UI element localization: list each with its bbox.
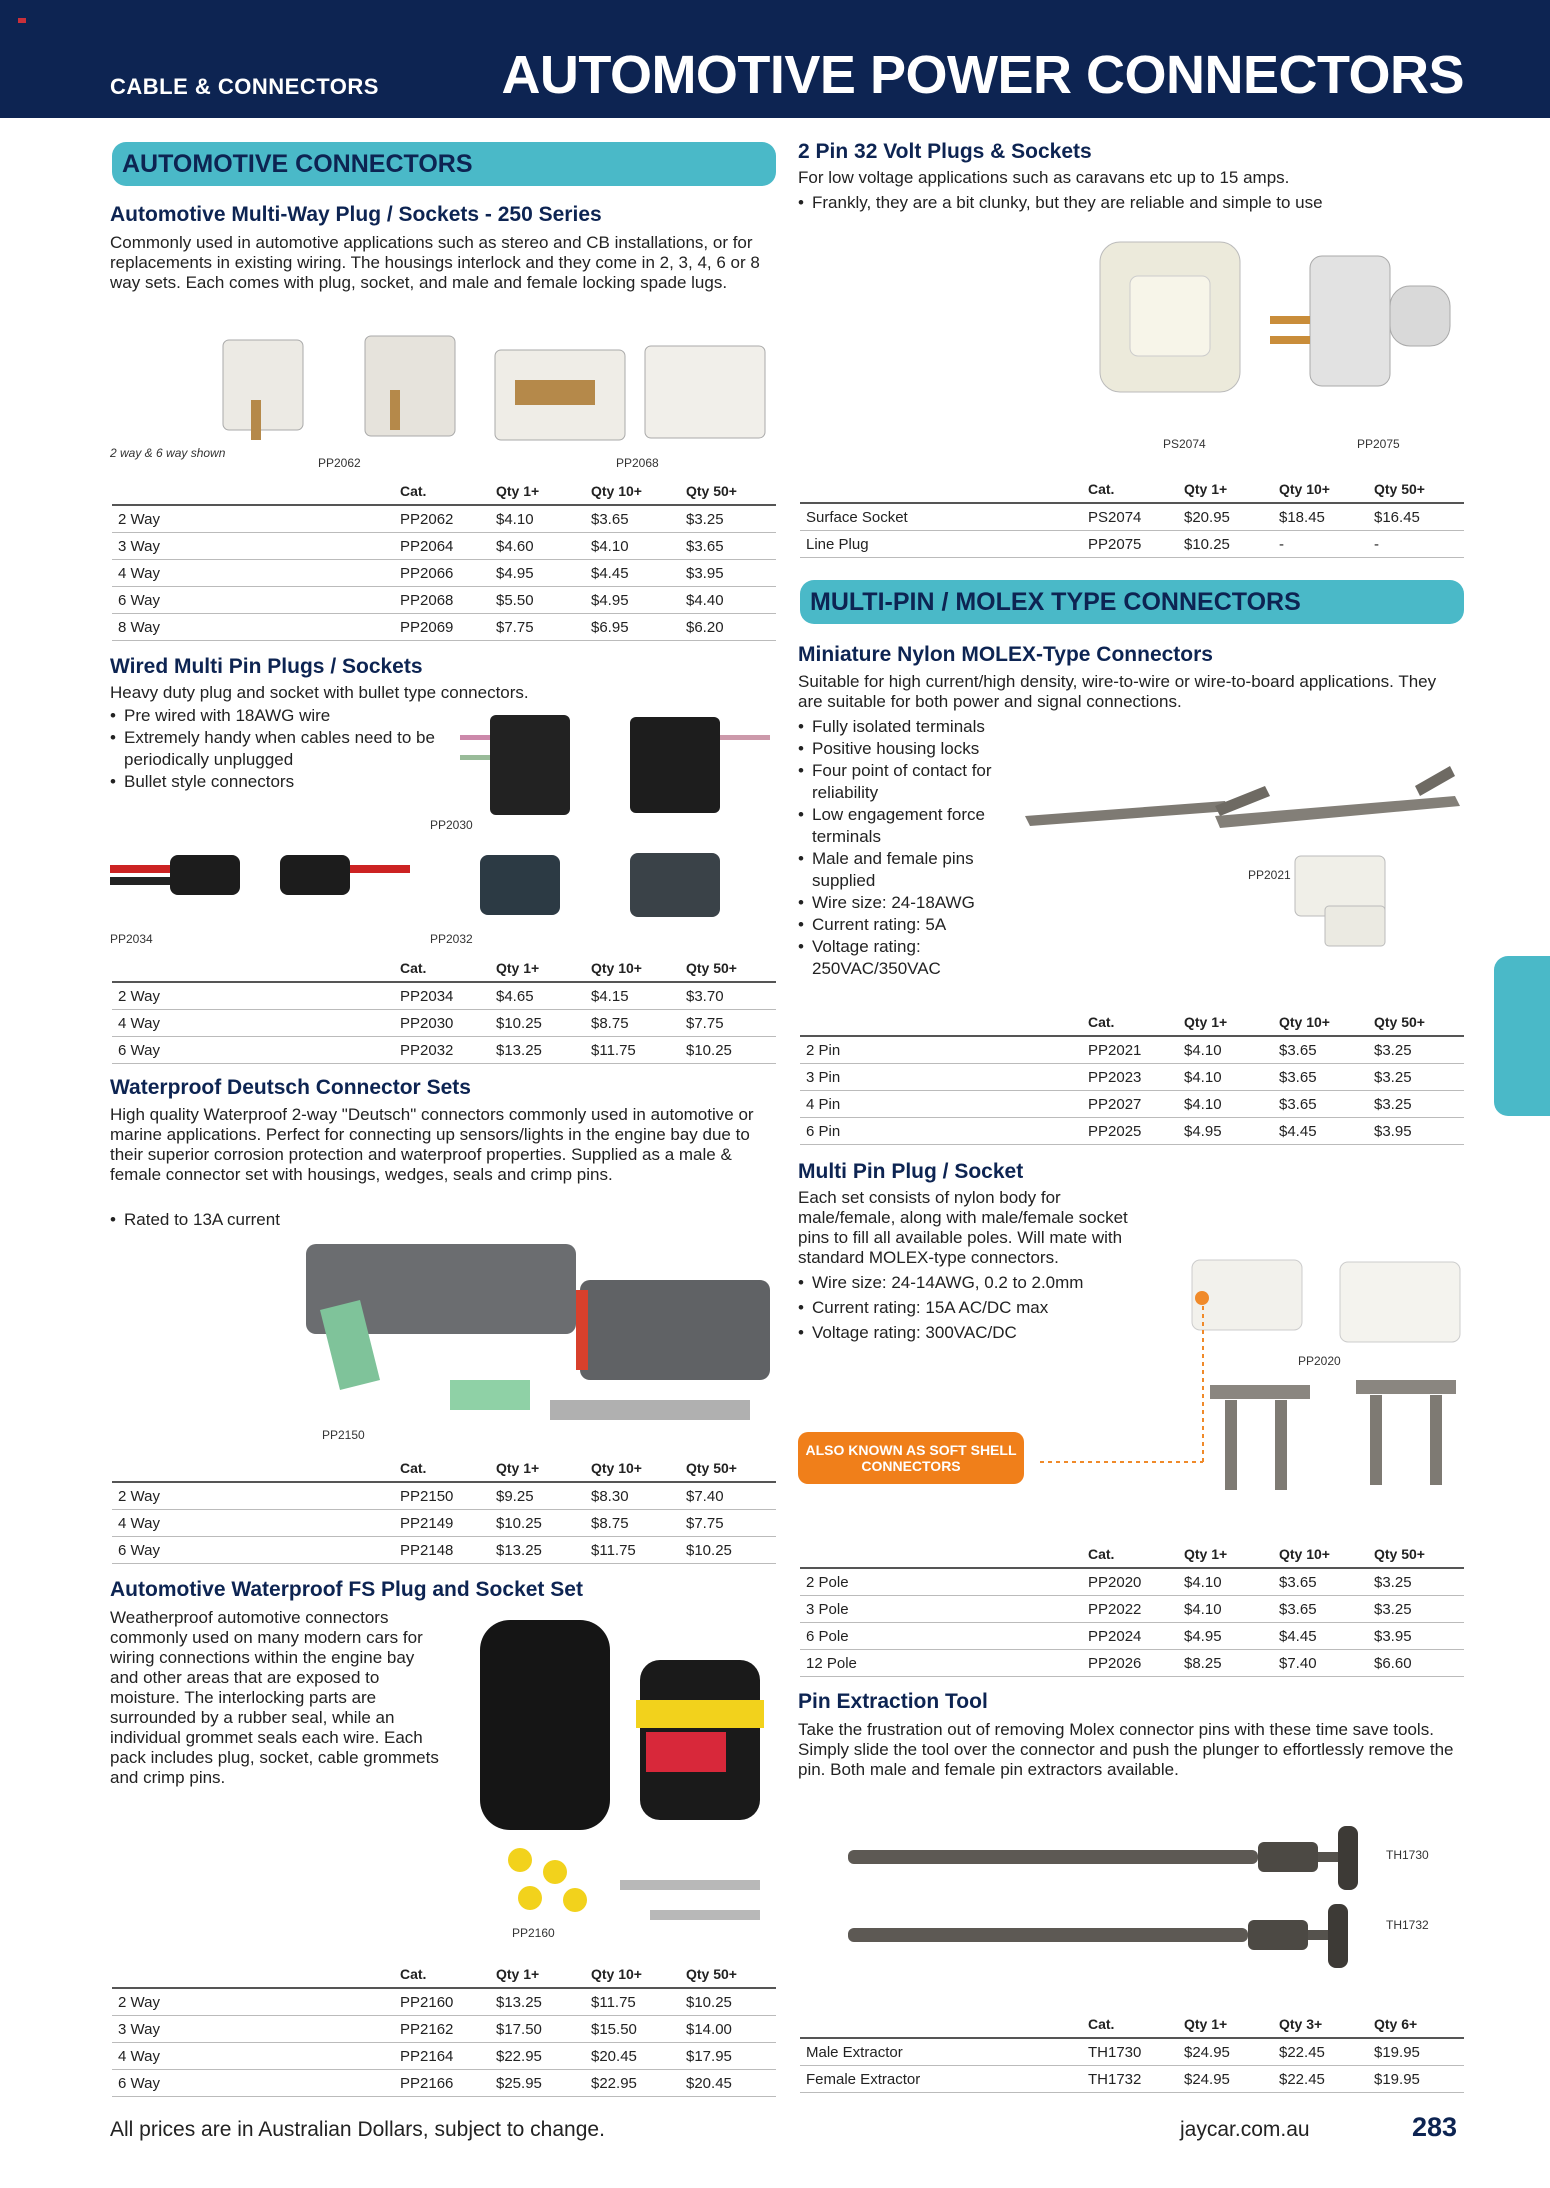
product-description: Heavy duty plug and socket with bullet type connectors. bbox=[110, 683, 529, 702]
pin-extraction-tool-image bbox=[848, 1820, 1368, 1980]
table-header-row: Cat. Qty 1+ Qty 3+ Qty 6+ bbox=[800, 2011, 1464, 2038]
table-row: 2 Way PP2160 $13.25 $11.75 $10.25 bbox=[112, 1988, 776, 2016]
product-title: Pin Extraction Tool bbox=[798, 1690, 988, 1713]
product-title: Multi Pin Plug / Socket bbox=[798, 1160, 1024, 1183]
section-tab bbox=[1494, 956, 1550, 1116]
table-row: Male Extractor TH1730 $24.95 $22.45 $19.95 bbox=[800, 2038, 1464, 2066]
product-title: Waterproof Deutsch Connector Sets bbox=[110, 1076, 471, 1099]
list-item: • Rated to 13A current bbox=[110, 1209, 510, 1231]
product-title: 2 Pin 32 Volt Plugs & Sockets bbox=[798, 140, 1092, 163]
product-title: Automotive Waterproof FS Plug and Socket Set bbox=[110, 1578, 583, 1601]
list-item: • Pre wired with 18AWG wire bbox=[110, 705, 440, 727]
list-item: • Fully isolated terminals bbox=[798, 716, 1018, 738]
32v-plug-image bbox=[1090, 236, 1470, 426]
product-description: Weatherproof automotive connectors commonly used on many modern cars for wiring connections within the engine bay and other areas that are exposed to moisture. The interlocking parts are surrounded by a rubber seal, while an individual grommet seals each wire. Each pack includes plug, socket, cable grommets and crimp pins. bbox=[110, 1608, 439, 1787]
table-row: 6 Pole PP2024 $4.95 $4.45 $3.95 bbox=[800, 1623, 1464, 1650]
product-description: Commonly used in automotive applications such as stereo and CB installations, or for replacements in existing wiring. The housings interlock and they come in 2, 3, 4, 6 or 8 way sets. Each comes with plug, socket, and male and female locking spade lugs. bbox=[110, 233, 760, 292]
list-item: • Bullet style connectors bbox=[110, 771, 440, 793]
multi-pin-socket-image bbox=[1020, 1250, 1470, 1500]
fs-plug-image bbox=[480, 1620, 780, 1940]
footer-note: All prices are in Australian Dollars, subject to change. bbox=[110, 2118, 605, 2141]
product-code: PP2021 bbox=[1248, 868, 1291, 882]
list-item: • Voltage rating: 250VAC/350VAC bbox=[798, 936, 1018, 980]
product-code: PP2160 bbox=[512, 1926, 555, 1940]
list-item: • Current rating: 5A bbox=[798, 914, 1018, 936]
product-description: High quality Waterproof 2-way "Deutsch" connectors commonly used in automotive or marine applications. Perfect for connecting up sensors/lights in the engine bay due to their superior corrosion protection and waterproof properties. Supplied as a male & female connector set with housings, wedges, seals and crimp pins. bbox=[110, 1105, 754, 1184]
product-code: PP2150 bbox=[322, 1428, 365, 1442]
section-label: CABLE & CONNECTORS bbox=[110, 74, 379, 99]
feature-list bbox=[110, 1209, 510, 1231]
price-table bbox=[800, 2011, 1464, 2093]
list-item: • Current rating: 15A AC/DC max bbox=[798, 1295, 1198, 1320]
table-header-row: Cat. Qty 1+ Qty 10+ Qty 50+ bbox=[112, 955, 776, 982]
table-row: 4 Way PP2164 $22.95 $20.45 $17.95 bbox=[112, 2043, 776, 2070]
table-row: 4 Way PP2066 $4.95 $4.45 $3.95 bbox=[112, 560, 776, 587]
product-code: TH1732 bbox=[1386, 1918, 1429, 1932]
table-row: 8 Way PP2069 $7.75 $6.95 $6.20 bbox=[112, 614, 776, 641]
table-header-row: Cat. Qty 1+ Qty 10+ Qty 50+ bbox=[800, 1541, 1464, 1568]
table-row: Female Extractor TH1732 $24.95 $22.45 $19.95 bbox=[800, 2066, 1464, 2093]
price-table bbox=[112, 1961, 776, 2097]
product-code: PP2075 bbox=[1357, 437, 1400, 451]
list-item: • Wire size: 24-14AWG, 0.2 to 2.0mm bbox=[798, 1270, 1198, 1295]
table-header-row: Cat. Qty 1+ Qty 10+ Qty 50+ bbox=[112, 1961, 776, 1988]
table-row: 3 Pin PP2023 $4.10 $3.65 $3.25 bbox=[800, 1064, 1464, 1091]
section-pill-automotive: AUTOMOTIVE CONNECTORS bbox=[112, 142, 776, 186]
table-row: 3 Way PP2162 $17.50 $15.50 $14.00 bbox=[112, 2016, 776, 2043]
product-title: Automotive Multi-Way Plug / Sockets - 250 Series bbox=[110, 203, 602, 226]
table-row: 6 Way PP2148 $13.25 $11.75 $10.25 bbox=[112, 1537, 776, 1564]
table-header-row: Cat. Qty 1+ Qty 10+ Qty 50+ bbox=[800, 476, 1464, 503]
product-code: PP2030 bbox=[430, 818, 473, 832]
table-row: 2 Way PP2034 $4.65 $4.15 $3.70 bbox=[112, 982, 776, 1010]
soft-shell-badge: ALSO KNOWN AS SOFT SHELL CONNECTORS bbox=[798, 1432, 1024, 1484]
multiway-connectors-image bbox=[215, 330, 775, 460]
table-row: 6 Way PP2032 $13.25 $11.75 $10.25 bbox=[112, 1037, 776, 1064]
table-row: 2 Pole PP2020 $4.10 $3.65 $3.25 bbox=[800, 1568, 1464, 1596]
list-item: • Low engagement force terminals bbox=[798, 804, 1018, 848]
page-number: 283 bbox=[1412, 2112, 1458, 2142]
product-title: Wired Multi Pin Plugs / Sockets bbox=[110, 655, 423, 678]
table-row: 2 Way PP2150 $9.25 $8.30 $7.40 bbox=[112, 1482, 776, 1510]
table-header-row: Cat. Qty 1+ Qty 10+ Qty 50+ bbox=[800, 1009, 1464, 1036]
table-row: Surface Socket PS2074 $20.95 $18.45 $16.45 bbox=[800, 503, 1464, 531]
product-code: PP2032 bbox=[430, 932, 473, 946]
product-title: Miniature Nylon MOLEX-Type Connectors bbox=[798, 643, 1213, 666]
section-pill-molex: MULTI-PIN / MOLEX TYPE CONNECTORS bbox=[800, 580, 1464, 624]
table-header-row: Cat. Qty 1+ Qty 10+ Qty 50+ bbox=[112, 1455, 776, 1482]
table-row: 4 Way PP2149 $10.25 $8.75 $7.75 bbox=[112, 1510, 776, 1537]
molex-pins-image bbox=[1025, 756, 1465, 976]
table-row: 6 Way PP2166 $25.95 $22.95 $20.45 bbox=[112, 2070, 776, 2097]
list-item: • Male and female pins supplied bbox=[798, 848, 1018, 892]
price-table bbox=[800, 476, 1464, 558]
image-caption: 2 way & 6 way shown bbox=[110, 446, 226, 460]
product-description: Each set consists of nylon body for male/female, along with male/female socket pins to fill all available poles. Will mate with standard MOLEX-type connectors. bbox=[798, 1188, 1128, 1267]
product-description: Take the frustration out of removing Molex connector pins with these time save tools. Simply slide the tool over the connector and push the plunger to effortlessly remove the pin. Both male and female pin extractors available. bbox=[798, 1720, 1454, 1779]
feature-list bbox=[798, 192, 1458, 214]
list-item: • Four point of contact for reliability bbox=[798, 760, 1018, 804]
list-item: • Wire size: 24-18AWG bbox=[798, 892, 1018, 914]
price-table bbox=[112, 1455, 776, 1564]
table-row: 6 Pin PP2025 $4.95 $4.45 $3.95 bbox=[800, 1118, 1464, 1145]
list-item: • Frankly, they are a bit clunky, but they are reliable and simple to use bbox=[798, 192, 1458, 214]
price-table bbox=[112, 955, 776, 1064]
flag-icon bbox=[18, 18, 26, 23]
price-table bbox=[112, 478, 776, 641]
deutsch-connector-image bbox=[300, 1240, 780, 1440]
table-row: 12 Pole PP2026 $8.25 $7.40 $6.60 bbox=[800, 1650, 1464, 1677]
table-row: Line Plug PP2075 $10.25 - - bbox=[800, 531, 1464, 558]
list-item: • Positive housing locks bbox=[798, 738, 1018, 760]
table-row: 2 Way PP2062 $4.10 $3.65 $3.25 bbox=[112, 505, 776, 533]
product-code: PP2034 bbox=[110, 932, 153, 946]
table-row: 4 Pin PP2027 $4.10 $3.65 $3.25 bbox=[800, 1091, 1464, 1118]
list-item: • Extremely handy when cables need to be periodically unplugged bbox=[110, 727, 440, 771]
product-code: PP2020 bbox=[1298, 1354, 1341, 1368]
table-row: 4 Way PP2030 $10.25 $8.75 $7.75 bbox=[112, 1010, 776, 1037]
table-header-row: Cat. Qty 1+ Qty 10+ Qty 50+ bbox=[112, 478, 776, 505]
product-code: PP2068 bbox=[616, 456, 659, 470]
list-item: • Voltage rating: 300VAC/DC bbox=[798, 1320, 1198, 1345]
product-description: Suitable for high current/high density, wire-to-wire or wire-to-board applications. They are suitable for both power and signal connections. bbox=[798, 672, 1437, 711]
table-row: 6 Way PP2068 $5.50 $4.95 $4.40 bbox=[112, 587, 776, 614]
table-row: 3 Pole PP2022 $4.10 $3.65 $3.25 bbox=[800, 1596, 1464, 1623]
footer-site-link[interactable]: jaycar.com.au bbox=[1180, 2118, 1310, 2141]
table-row: 3 Way PP2064 $4.60 $4.10 $3.65 bbox=[112, 533, 776, 560]
feature-list bbox=[798, 716, 1018, 980]
product-code: TH1730 bbox=[1386, 1848, 1429, 1862]
price-table bbox=[800, 1541, 1464, 1677]
page-header bbox=[0, 0, 1550, 118]
table-row: 2 Pin PP2021 $4.10 $3.65 $3.25 bbox=[800, 1036, 1464, 1064]
price-table bbox=[800, 1009, 1464, 1145]
product-code: PS2074 bbox=[1163, 437, 1206, 451]
page-title: AUTOMOTIVE POWER CONNECTORS bbox=[501, 45, 1464, 105]
product-code: PP2062 bbox=[318, 456, 361, 470]
product-description: For low voltage applications such as caravans etc up to 15 amps. bbox=[798, 168, 1290, 187]
